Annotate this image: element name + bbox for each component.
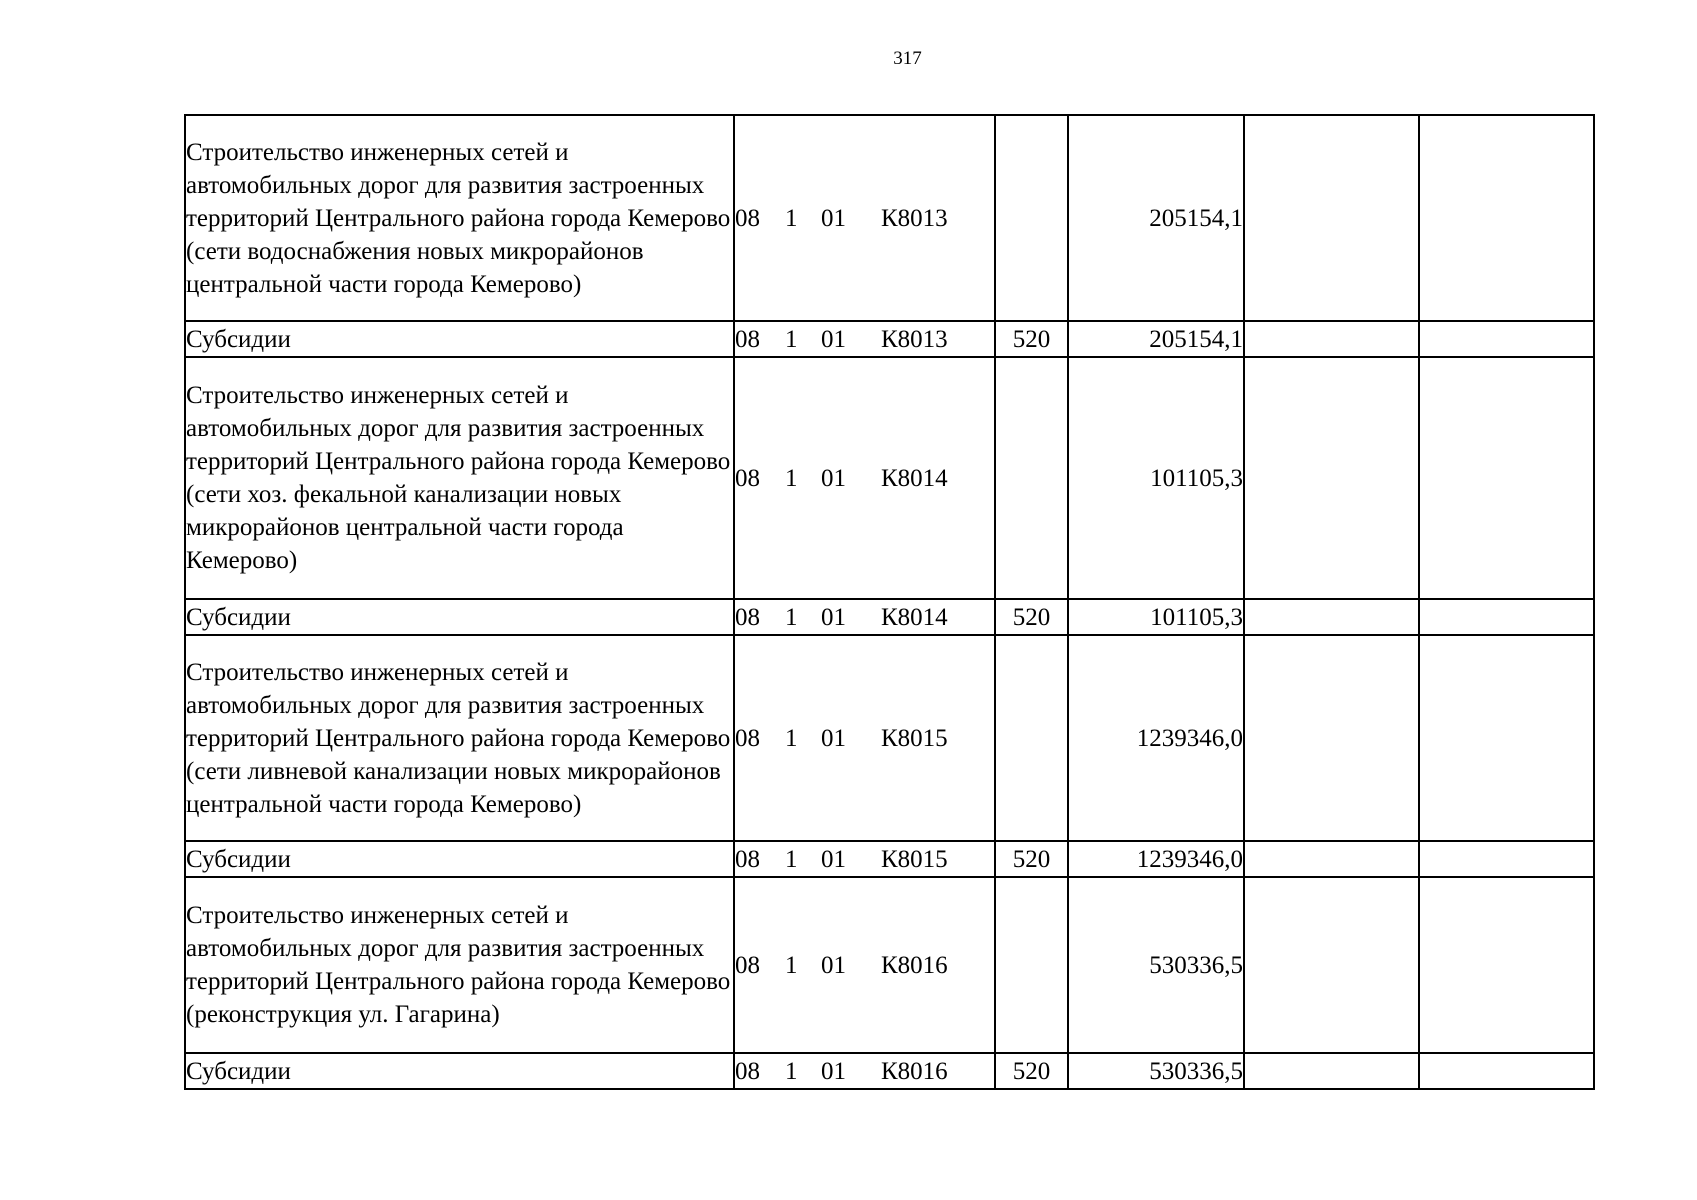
empty-cell: [1244, 599, 1419, 635]
subprogram-code: 01: [821, 204, 846, 232]
program-code: 1: [785, 724, 798, 752]
direction-code: К8016: [881, 951, 948, 979]
empty-cell: [1419, 635, 1594, 841]
empty-cell: [1244, 877, 1419, 1053]
direction-code: К8016: [881, 1057, 948, 1085]
empty-cell: [1419, 357, 1594, 599]
classification-codes: [734, 1053, 995, 1089]
amount: 205154,1: [1068, 115, 1244, 321]
classification-codes: [734, 599, 995, 635]
empty-cell: [1419, 1053, 1594, 1089]
amount: 530336,5: [1068, 877, 1244, 1053]
expense-type-code: [995, 877, 1068, 1053]
section-code: 08: [735, 1057, 760, 1085]
expense-type-code: 520: [995, 841, 1068, 877]
subprogram-code: 01: [821, 603, 846, 631]
expense-type-code: 520: [995, 321, 1068, 357]
item-name: Строительство инженерных сетей и автомобильных дорог для развития застроенных территорий Центрального района города Кемерово (сети ливневой канализации новых микрорайонов центральной части города Кемерово): [185, 635, 734, 841]
direction-code: К8013: [881, 204, 948, 232]
direction-code: К8015: [881, 724, 948, 752]
amount: 205154,1: [1068, 321, 1244, 357]
program-code: 1: [785, 845, 798, 873]
table-row: [185, 599, 1594, 635]
item-name: Строительство инженерных сетей и автомобильных дорог для развития застроенных территорий Центрального района города Кемерово (сети водоснабжения новых микрорайонов центральной части города Кемерово): [185, 115, 734, 321]
direction-code: К8013: [881, 325, 948, 353]
section-code: 08: [735, 464, 760, 492]
classification-codes: [734, 357, 995, 599]
subprogram-code: 01: [821, 1057, 846, 1085]
program-code: 1: [785, 1057, 798, 1085]
direction-code: К8015: [881, 845, 948, 873]
empty-cell: [1419, 321, 1594, 357]
empty-cell: [1419, 599, 1594, 635]
classification-codes: [734, 115, 995, 321]
item-name: Субсидии: [185, 321, 734, 357]
empty-cell: [1419, 841, 1594, 877]
table-row: [185, 115, 1594, 321]
item-name: Субсидии: [185, 1053, 734, 1089]
amount: 101105,3: [1068, 599, 1244, 635]
subprogram-code: 01: [821, 724, 846, 752]
item-name: Субсидии: [185, 599, 734, 635]
subprogram-code: 01: [821, 464, 846, 492]
table-row: [185, 1053, 1594, 1089]
empty-cell: [1419, 877, 1594, 1053]
amount: 1239346,0: [1068, 635, 1244, 841]
classification-codes: [734, 877, 995, 1053]
program-code: 1: [785, 204, 798, 232]
section-code: 08: [735, 951, 760, 979]
empty-cell: [1244, 1053, 1419, 1089]
expense-type-code: [995, 115, 1068, 321]
expense-type-code: 520: [995, 599, 1068, 635]
budget-table: [184, 114, 1595, 1090]
empty-cell: [1244, 841, 1419, 877]
classification-codes: [734, 635, 995, 841]
item-name: Строительство инженерных сетей и автомобильных дорог для развития застроенных территорий Центрального района города Кемерово (реконструкция ул. Гагарина): [185, 877, 734, 1053]
expense-type-code: [995, 635, 1068, 841]
table-row: [185, 635, 1594, 841]
program-code: 1: [785, 951, 798, 979]
program-code: 1: [785, 464, 798, 492]
section-code: 08: [735, 603, 760, 631]
empty-cell: [1244, 321, 1419, 357]
table-row: [185, 841, 1594, 877]
item-name: Строительство инженерных сетей и автомобильных дорог для развития застроенных территорий Центрального района города Кемерово (сети хоз. фекальной канализации новых микрорайонов центральной части города Кемерово): [185, 357, 734, 599]
table-row: [185, 321, 1594, 357]
classification-codes: [734, 321, 995, 357]
amount: 1239346,0: [1068, 841, 1244, 877]
amount: 101105,3: [1068, 357, 1244, 599]
section-code: 08: [735, 204, 760, 232]
subprogram-code: 01: [821, 951, 846, 979]
amount: 530336,5: [1068, 1053, 1244, 1089]
expense-type-code: 520: [995, 1053, 1068, 1089]
direction-code: К8014: [881, 603, 948, 631]
table-row: [185, 877, 1594, 1053]
section-code: 08: [735, 724, 760, 752]
item-name: Субсидии: [185, 841, 734, 877]
empty-cell: [1419, 115, 1594, 321]
page-number: 317: [893, 48, 922, 69]
classification-codes: [734, 841, 995, 877]
empty-cell: [1244, 115, 1419, 321]
program-code: 1: [785, 325, 798, 353]
section-code: 08: [735, 325, 760, 353]
subprogram-code: 01: [821, 325, 846, 353]
section-code: 08: [735, 845, 760, 873]
direction-code: К8014: [881, 464, 948, 492]
expense-type-code: [995, 357, 1068, 599]
table-row: [185, 357, 1594, 599]
empty-cell: [1244, 357, 1419, 599]
program-code: 1: [785, 603, 798, 631]
subprogram-code: 01: [821, 845, 846, 873]
empty-cell: [1244, 635, 1419, 841]
